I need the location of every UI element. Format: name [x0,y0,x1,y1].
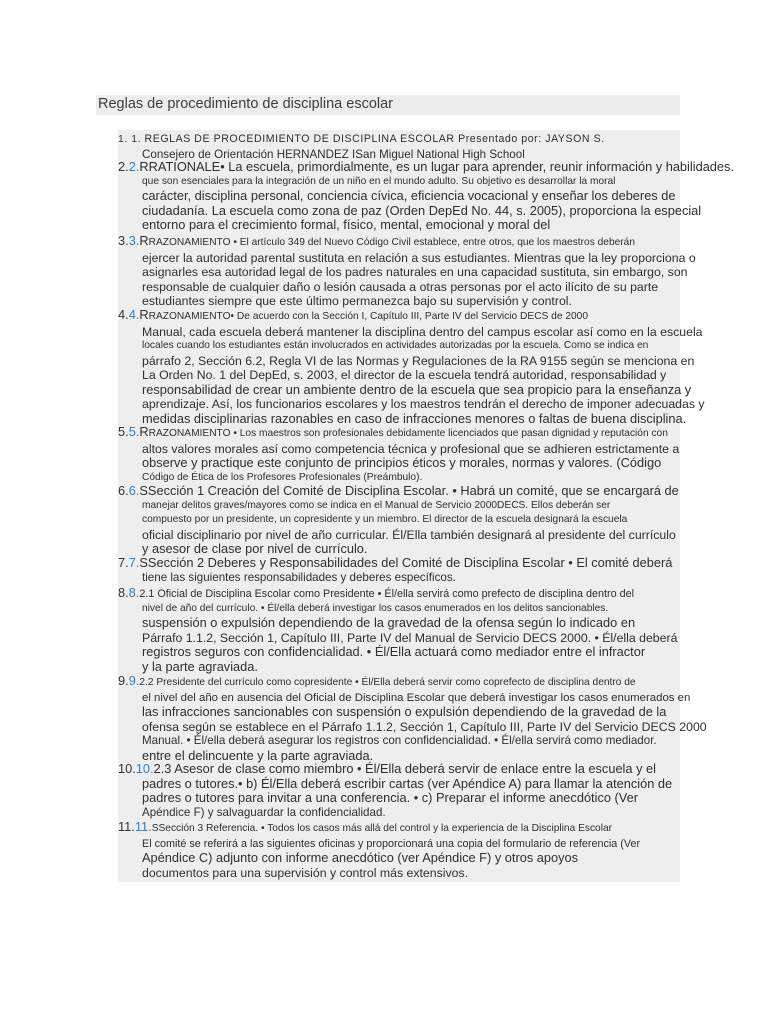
item-text-line: tiene las siguientes responsabilidades y deberes específicos. [142,570,456,584]
item-text-line: locales cuando los estudiantes están involucrados en actividades autorizadas por la escuela. Como se indica en [142,340,649,351]
item-number: 4. [118,307,129,322]
item-text-line: Apéndice F) y salvaguardar la confidencialidad. [142,805,386,819]
item-text-line: Código de Ética de los Profesores Profesionales (Preámbulo). [142,471,423,483]
item-number-link[interactable]: 10. [135,761,154,776]
item-text-line: que son esenciales para la integración de un niño en el mundo adulto. Su objetivo es desarrollar la moral [142,175,616,187]
list-item [118,160,758,233]
item-text-line: RAZONAMIENTO • Los maestros son profesionales debidamente licenciados que pasan dignidad y reputación con [148,428,668,439]
list-item [118,132,758,162]
item-text-line: párrafo 2, Sección 6.2, Regla VI de las Normas y Regulaciones de la RA 9155 según se menciona en [142,353,695,368]
list-item [118,820,758,880]
item-text-line: RAZONAMIENTO • El artículo 349 del Nuevo Código Civil establece, entre otros, que los maestros deberán [148,237,636,248]
item-number-link[interactable]: 7. [128,555,140,570]
item-number: 2. [118,159,129,174]
item-number-link[interactable]: 11. [134,819,152,834]
document-title: Reglas de procedimiento de disciplina escolar [98,96,393,112]
item-number-link[interactable]: 8. [128,585,140,600]
item-text-line: La Orden No. 1 del DepEd, s. 2003, el director de la escuela tendrá autoridad, responsabilidad y [142,368,667,382]
item-text-line: Consejero de Orientación HERNANDEZ ISan Miguel National High School [142,147,525,161]
list-item [118,484,758,557]
item-text-line: entorno para el crecimiento formal, físico, mental, emocional y moral del [142,217,551,232]
item-text-line: responsable de cualquier daño o lesión causada a otras personas por el acto ilícito de su parte [142,279,659,294]
item-number-link[interactable]: 9. [128,673,140,688]
item-lead: R [139,307,149,322]
item-text-line: medidas disciplinarias razonables en caso de infracciones menores o faltas de buena disciplina. [142,410,687,426]
list-item [118,556,758,585]
item-text-line: padres o tutores.• b) Él/Ella deberá escribir cartas (ver Apéndice A) para llamar la atención de [142,775,673,791]
item-text-line: SSección 3 Referencia. • Todos los casos más allá del control y la experiencia de la Disciplina Escolar [151,823,613,834]
item-number: 5. [118,424,129,439]
item-text-line: REGLAS DE PROCEDIMIENTO DE DISCIPLINA ESCOLAR Presentado por: JAYSON S. [144,133,605,145]
item-text-line: ciudadanía. La escuela como zona de paz (Orden DepEd No. 44, s. 2005), proporciona la especial [142,202,702,218]
item-number: 10. [118,761,136,776]
item-number-link[interactable]: 2. [128,159,140,174]
item-text-line: Apéndice C) adjunto con informe anecdótico (ver Apéndice F) y otros apoyos [142,850,579,865]
list-item [118,425,758,485]
item-text-line: compuesto por un presidente, un copresidente y un miembro. El director de la escuela designará la escuela [142,514,628,525]
item-text-line: entre el delincuente y la parte agraviada. [142,747,374,763]
item-text-line: estudiantes siempre que este último permanezca bajo su supervisión y control. [142,294,572,308]
item-number: 11. [118,819,135,834]
item-text-line: el nivel del año en ausencia del Oficial de Disciplina Escolar que deberá investigar los casos enumerados en [142,691,691,704]
item-text-line: suspensión o expulsión dependiendo de la gravedad de la ofensa según lo indicado en [142,615,636,630]
item-number: 1. [118,134,128,145]
list-item [118,586,758,674]
item-text-line: SSección 1 Creación del Comité de Disciplina Escolar. • Habrá un comité, que se encargará de [139,483,679,498]
document-title-bar [96,95,680,115]
item-text-line: altos valores morales así como competencia técnica y profesional que se adhieren estrictamente a [142,441,680,456]
item-text-line: y la parte agraviada. [142,658,258,674]
item-number: 6. [118,483,129,498]
item-text-line: responsabilidad de crear un ambiente dentro de la escuela que sea propicio para la enseñanza y [142,381,692,397]
item-text-line: aprendizaje. Así, los funcionarios escolares y los maestros tendrán el derecho de imponer adecuadas y [142,397,705,411]
item-number: 8. [118,585,129,600]
item-text-line: 2.3 Asesor de clase como miembro • Él/Ella deberá servir de enlace entre la escuela y el [153,761,656,776]
item-text-line: documentos para una supervisión y control más extensivos. [142,865,469,880]
item-number-link[interactable]: 6. [128,483,140,498]
item-number-link: 1. [131,134,142,145]
item-text-line: nivel de año del currículo. • Él/ella deberá investigar los casos enumerados en los delitos sancionables. [142,602,609,614]
item-text-line: RRATIONALE• La escuela, primordialmente, es un lugar para aprender, reunir información y habilidades. [139,159,734,174]
list-item [118,762,758,820]
item-text-line: y asesor de clase por nivel de currículo. [142,541,368,556]
item-text-line: asignarles esa autoridad legal de los padres naturales en una capacidad sustituta, sin embargo, son [142,265,688,279]
item-number-link[interactable]: 5. [128,424,140,439]
list-item [118,674,758,763]
list-item [118,234,758,309]
item-text-line: observe y practique este conjunto de principios éticos y morales, normas y valores. (Código [142,455,662,470]
item-text-line: manejar delitos graves/mayores como se indica en el Manual de Servicio 2000DECS. Ellos deberán ser [142,499,611,511]
item-text-line: padres o tutores para invitar a una conferencia. • c) Preparar el informe anecdótico (Ver [142,790,638,805]
item-text-line: Párrafo 1.1.2, Sección 1, Capítulo III, Parte IV del Manual de Servicio DECS 2000. • Él/ella deberá [142,630,678,645]
item-text-line: las infracciones sancionables con suspensión o expulsión dependiendo de la gravedad de la [142,704,667,719]
item-number: 9. [118,673,129,688]
item-text-line: RAZONAMIENTO• De acuerdo con la Sección I, Capítulo III, Parte IV del Servicio DECS de 2000 [148,311,588,322]
item-text-line: Manual. • Él/ella deberá asegurar los registros con confidencialidad. • Él/ella servirá como mediador. [142,734,657,747]
item-lead: R [139,424,149,439]
item-number-link[interactable]: 4. [128,307,140,322]
item-text-line: Manual, cada escuela deberá mantener la disciplina dentro del campus escolar así como en la escuela [142,324,703,339]
document-body [118,130,734,882]
item-text-line: ejercer la autoridad parental sustituta en relación a sus estudiantes. Mientras que la ley proporciona o [142,250,696,265]
item-number: 3. [118,233,129,248]
list-item [118,308,758,426]
item-text-line: El comité se referirá a las siguientes oficinas y proporcionará una copia del formulario de referencia (Ver [142,837,641,850]
item-text-line: 2.1 Oficial de Disciplina Escolar como Presidente • Él/ella servirá como prefecto de disciplina dentro del [139,588,635,600]
item-lead: R [139,233,149,248]
item-number-link[interactable]: 3. [128,233,140,248]
item-text-line: SSección 2 Deberes y Responsabilidades del Comité de Disciplina Escolar • El comité deberá [139,555,673,570]
item-text-line: carácter, disciplina personal, conciencia cívica, eficiencia vocacional y enseñar los deberes de [142,188,676,203]
item-text-line: 2.2 Presidente del currículo como copresidente • Él/Ella deberá servir como coprefecto de disciplina dentro de [139,677,636,688]
item-number: 7. [118,555,129,570]
item-text-line: oficial disciplinario por nivel de año curricular. Él/Ella también designará al presidente del currículo [142,527,676,542]
item-text-line: registros seguros con confidencialidad. • Él/Ella actuará como mediador entre el infractor [142,644,646,659]
item-text-line: ofensa según se establece en el Párrafo 1.1.2, Sección 1, Capítulo III, Parte IV del Servicio DECS 2000 [142,719,707,734]
